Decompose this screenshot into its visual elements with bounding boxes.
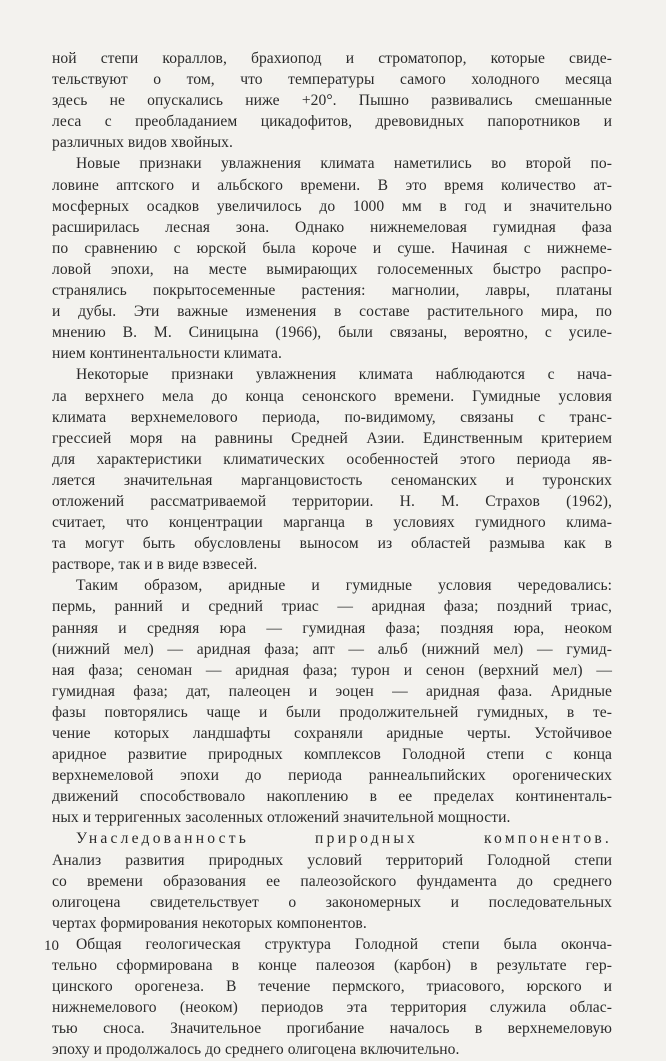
section-heading: Унаследованность природных компонентов. [76, 830, 612, 848]
paragraph [52, 575, 612, 828]
text-line: леса с преобладанием цикадофитов, древовидных папоротников и [52, 113, 612, 131]
text-line: по сравнению с юрской была короче и суше. Начиная с нижнеме- [52, 239, 612, 257]
text-line: ляется значительная марганцовистость сеноманских и туронских [52, 471, 612, 489]
text-line: эпоху и продолжалось до среднего олигоцена включительно. [52, 1041, 460, 1059]
paragraph [52, 828, 612, 933]
text-line: ной степи кораллов, брахиопод и строматопор, которые свиде- [52, 50, 612, 67]
text-line: мосферных осадков увеличилось до 1000 мм в год и значительно [52, 197, 612, 215]
text-line: цинского орогенеза. В течение пермского, триасового, юрского и [52, 978, 612, 996]
text-line: мнению В. М. Синицына (1966), были связаны, вероятно, с усиле- [52, 324, 612, 342]
text-line: тельствуют о том, что температуры самого холодного месяца [52, 71, 612, 89]
text-line: олигоцена свидетельствует о закономерных и последовательных [52, 893, 612, 911]
text-line: чение которых ландшафты сохраняли аридные черты. Устойчивое [52, 725, 612, 742]
text-line: ная фаза; сеноман — аридная фаза; турон и сенон (верхний мел) — [52, 661, 612, 679]
text-line: ных и терригенных засоленных отложений значительной мощности. [52, 809, 511, 827]
paragraph [52, 48, 612, 153]
text-line: аридное развитие природных комплексов Голодной степи с конца [52, 746, 612, 764]
text-line: движений способствовало накоплению в ее пределах континенталь- [52, 788, 612, 806]
paragraph [52, 364, 612, 575]
text-line: Новые признаки увлажнения климата наметились во второй по- [76, 155, 612, 173]
text-line: Анализ развития природных условий территорий Голодной степи [52, 851, 612, 869]
text-line: здесь не опускались ниже +20°. Пышно развивались смешанные [52, 92, 612, 110]
text-line: Некоторые признаки увлажнения климата наблюдаются с нача- [76, 366, 612, 384]
text-line: та могут быть обусловлены выносом из областей размыва как в [52, 535, 612, 553]
text-line: климата верхнемелового периода, по-видимому, связаны с транс- [52, 408, 612, 426]
paragraph [52, 934, 612, 1061]
text-line: растворе, так и в виде взвесей. [52, 556, 258, 574]
text-line: ловой эпохи, на месте вымирающих голосеменных быстро распро- [52, 260, 612, 278]
text-line: гумидная фаза; дат, палеоцен и эоцен — аридная фаза. Аридные [52, 682, 612, 700]
text-line: Общая геологическая структура Голодной степи была оконча- [76, 935, 612, 953]
text-line: фазы повторялись чаще и были продолжительней гумидных, в те- [52, 703, 612, 721]
paragraph [52, 153, 612, 364]
document-body [52, 48, 612, 1061]
text-line: странялись покрытосеменные растения: магнолии, лавры, платаны [52, 282, 612, 300]
text-line: для характеристики климатических особенностей этого периода яв- [52, 450, 612, 468]
text-line: Таким образом, аридные и гумидные условия чередовались: [76, 577, 612, 595]
text-line: нижнемелового (неоком) периодов эта территория служила облас- [52, 999, 612, 1017]
text-line: различных видов хвойных. [52, 134, 233, 152]
text-line: тью сноса. Значительное прогибание началось в верхнемеловую [52, 1020, 612, 1038]
text-line: пермь, ранний и средний триас — аридная фаза; поздний триас, [52, 598, 612, 616]
page-number: 10 [44, 938, 59, 954]
text-line: тельно сформирована в конце палеозоя (карбон) в результате гер- [52, 957, 612, 975]
text-line: считает, что концентрации марганца в условиях гумидного клима- [52, 514, 612, 532]
text-line: чертах формирования некоторых компонентов. [52, 914, 367, 932]
text-line: расширилась лесная зона. Однако нижнемеловая гумидная фаза [52, 218, 612, 236]
text-line: нием континентальности климата. [52, 345, 282, 363]
text-line: и дубы. Эти важные изменения в составе растительного мира, по [52, 303, 612, 321]
text-line: ла верхнего мела до конца сенонского времени. Гумидные условия [52, 387, 612, 405]
text-line: (нижний мел) — аридная фаза; апт — альб (нижний мел) — гумид- [52, 640, 612, 658]
text-line: грессией моря на равнины Средней Азии. Единственным критерием [52, 429, 612, 447]
text-line: ранняя и средняя юра — гумидная фаза; поздняя юра, неоком [52, 619, 612, 637]
text-line: ловине аптского и альбского времени. В это время количество ат- [52, 176, 612, 194]
text-line: отложений рассматриваемой территории. Н. М. Страхов (1962), [52, 492, 612, 510]
text-line: со времени образования ее палеозойского фундамента до среднего [52, 872, 612, 890]
text-line: верхнемеловой эпохи до периода раннеальпийских орогенических [52, 767, 612, 785]
